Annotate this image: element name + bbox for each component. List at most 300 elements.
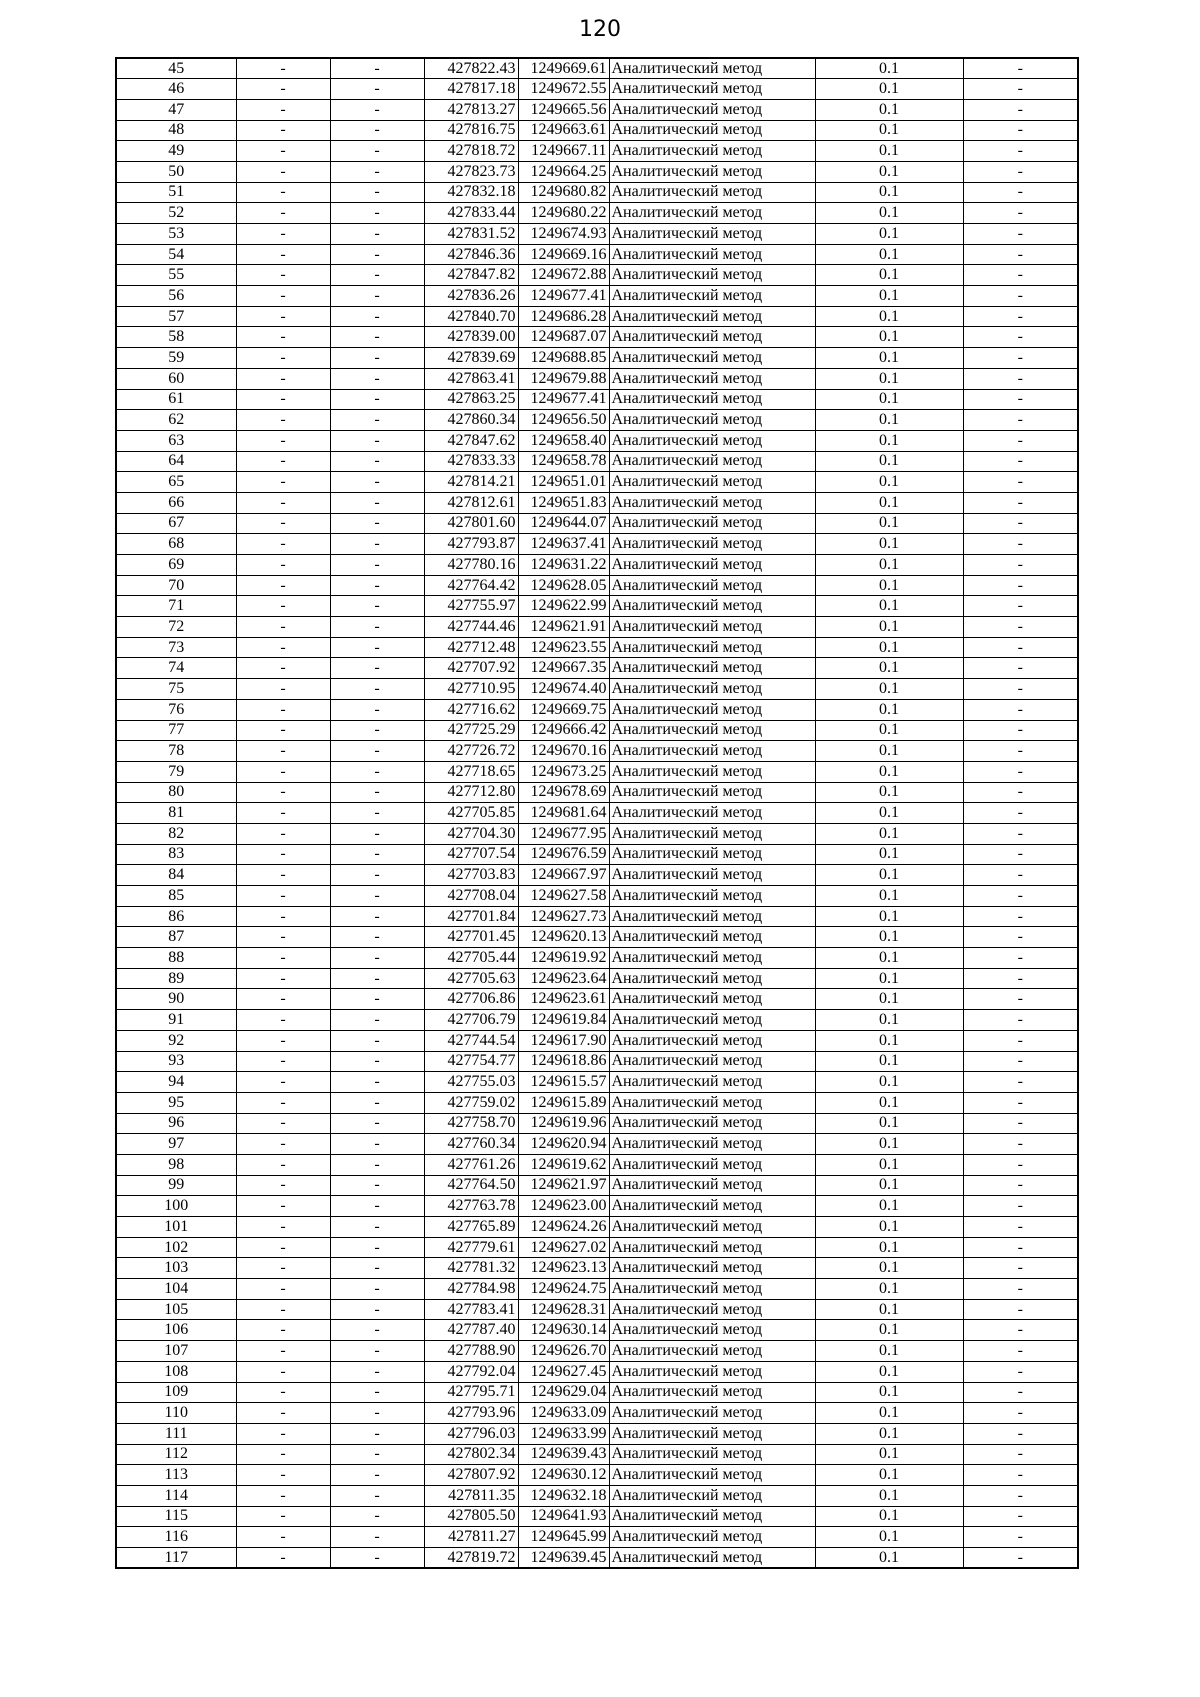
table-row <box>116 1506 1078 1527</box>
empty-dash-cell: - <box>330 120 424 141</box>
table-row <box>116 224 1078 245</box>
method-cell: Аналитический метод <box>609 761 815 782</box>
empty-dash-cell: - <box>236 534 330 555</box>
table-row <box>116 120 1078 141</box>
y-coordinate-cell: 1249623.13 <box>518 1258 609 1279</box>
method-cell: Аналитический метод <box>609 1444 815 1465</box>
accuracy-cell: 0.1 <box>815 492 963 513</box>
table-row <box>116 410 1078 431</box>
empty-dash-cell: - <box>330 1299 424 1320</box>
y-coordinate-cell: 1249630.12 <box>518 1465 609 1486</box>
empty-dash-cell: - <box>236 513 330 534</box>
empty-dash-cell: - <box>330 906 424 927</box>
table-row <box>116 865 1078 886</box>
empty-dash-cell: - <box>963 1506 1078 1527</box>
table-row <box>116 679 1078 700</box>
table-row <box>116 617 1078 638</box>
point-number-cell: 98 <box>116 1154 236 1175</box>
empty-dash-cell: - <box>330 1030 424 1051</box>
method-cell: Аналитический метод <box>609 782 815 803</box>
empty-dash-cell: - <box>963 699 1078 720</box>
empty-dash-cell: - <box>330 1465 424 1486</box>
method-cell: Аналитический метод <box>609 513 815 534</box>
accuracy-cell: 0.1 <box>815 1485 963 1506</box>
y-coordinate-cell: 1249633.99 <box>518 1423 609 1444</box>
table-row <box>116 1217 1078 1238</box>
empty-dash-cell: - <box>963 1258 1078 1279</box>
accuracy-cell: 0.1 <box>815 327 963 348</box>
method-cell: Аналитический метод <box>609 1217 815 1238</box>
y-coordinate-cell: 1249669.75 <box>518 699 609 720</box>
y-coordinate-cell: 1249620.94 <box>518 1134 609 1155</box>
accuracy-cell: 0.1 <box>815 720 963 741</box>
y-coordinate-cell: 1249674.93 <box>518 224 609 245</box>
empty-dash-cell: - <box>963 617 1078 638</box>
point-number-cell: 76 <box>116 699 236 720</box>
method-cell: Аналитический метод <box>609 886 815 907</box>
empty-dash-cell: - <box>330 1072 424 1093</box>
empty-dash-cell: - <box>330 99 424 120</box>
method-cell: Аналитический метод <box>609 389 815 410</box>
y-coordinate-cell: 1249619.92 <box>518 948 609 969</box>
x-coordinate-cell: 427760.34 <box>424 1134 518 1155</box>
y-coordinate-cell: 1249633.09 <box>518 1403 609 1424</box>
point-number-cell: 101 <box>116 1217 236 1238</box>
x-coordinate-cell: 427703.83 <box>424 865 518 886</box>
x-coordinate-cell: 427712.48 <box>424 637 518 658</box>
point-number-cell: 105 <box>116 1299 236 1320</box>
empty-dash-cell: - <box>236 865 330 886</box>
y-coordinate-cell: 1249677.95 <box>518 823 609 844</box>
table-row <box>116 1196 1078 1217</box>
x-coordinate-cell: 427725.29 <box>424 720 518 741</box>
empty-dash-cell: - <box>963 1465 1078 1486</box>
point-number-cell: 99 <box>116 1175 236 1196</box>
point-number-cell: 96 <box>116 1113 236 1134</box>
method-cell: Аналитический метод <box>609 679 815 700</box>
table-row <box>116 637 1078 658</box>
empty-dash-cell: - <box>963 224 1078 245</box>
empty-dash-cell: - <box>236 1382 330 1403</box>
point-number-cell: 83 <box>116 844 236 865</box>
method-cell: Аналитический метод <box>609 182 815 203</box>
empty-dash-cell: - <box>236 58 330 79</box>
point-number-cell: 51 <box>116 182 236 203</box>
table-row <box>116 1527 1078 1548</box>
empty-dash-cell: - <box>330 886 424 907</box>
x-coordinate-cell: 427755.03 <box>424 1072 518 1093</box>
method-cell: Аналитический метод <box>609 1548 815 1569</box>
point-number-cell: 108 <box>116 1361 236 1382</box>
empty-dash-cell: - <box>963 637 1078 658</box>
x-coordinate-cell: 427831.52 <box>424 224 518 245</box>
table-row <box>116 596 1078 617</box>
x-coordinate-cell: 427796.03 <box>424 1423 518 1444</box>
y-coordinate-cell: 1249666.42 <box>518 720 609 741</box>
y-coordinate-cell: 1249680.82 <box>518 182 609 203</box>
empty-dash-cell: - <box>330 58 424 79</box>
point-number-cell: 50 <box>116 161 236 182</box>
accuracy-cell: 0.1 <box>815 99 963 120</box>
point-number-cell: 110 <box>116 1403 236 1424</box>
empty-dash-cell: - <box>330 989 424 1010</box>
empty-dash-cell: - <box>330 1237 424 1258</box>
method-cell: Аналитический метод <box>609 844 815 865</box>
table-row <box>116 906 1078 927</box>
empty-dash-cell: - <box>330 286 424 307</box>
empty-dash-cell: - <box>963 761 1078 782</box>
empty-dash-cell: - <box>236 327 330 348</box>
table-row <box>116 58 1078 79</box>
y-coordinate-cell: 1249622.99 <box>518 596 609 617</box>
empty-dash-cell: - <box>330 1423 424 1444</box>
accuracy-cell: 0.1 <box>815 224 963 245</box>
point-number-cell: 114 <box>116 1485 236 1506</box>
empty-dash-cell: - <box>330 161 424 182</box>
empty-dash-cell: - <box>236 1175 330 1196</box>
accuracy-cell: 0.1 <box>815 679 963 700</box>
point-number-cell: 103 <box>116 1258 236 1279</box>
table-row <box>116 927 1078 948</box>
empty-dash-cell: - <box>330 1134 424 1155</box>
x-coordinate-cell: 427705.63 <box>424 968 518 989</box>
table-row <box>116 555 1078 576</box>
accuracy-cell: 0.1 <box>815 534 963 555</box>
point-number-cell: 45 <box>116 58 236 79</box>
empty-dash-cell: - <box>236 1092 330 1113</box>
empty-dash-cell: - <box>330 1196 424 1217</box>
table-row <box>116 389 1078 410</box>
empty-dash-cell: - <box>963 1485 1078 1506</box>
point-number-cell: 104 <box>116 1279 236 1300</box>
accuracy-cell: 0.1 <box>815 968 963 989</box>
empty-dash-cell: - <box>236 368 330 389</box>
empty-dash-cell: - <box>330 472 424 493</box>
y-coordinate-cell: 1249615.89 <box>518 1092 609 1113</box>
empty-dash-cell: - <box>236 1299 330 1320</box>
table-row <box>116 761 1078 782</box>
y-coordinate-cell: 1249637.41 <box>518 534 609 555</box>
point-number-cell: 116 <box>116 1527 236 1548</box>
empty-dash-cell: - <box>330 761 424 782</box>
table-row <box>116 1258 1078 1279</box>
empty-dash-cell: - <box>330 1279 424 1300</box>
empty-dash-cell: - <box>330 1010 424 1031</box>
accuracy-cell: 0.1 <box>815 886 963 907</box>
empty-dash-cell: - <box>330 327 424 348</box>
empty-dash-cell: - <box>236 79 330 100</box>
empty-dash-cell: - <box>236 741 330 762</box>
empty-dash-cell: - <box>963 203 1078 224</box>
x-coordinate-cell: 427783.41 <box>424 1299 518 1320</box>
x-coordinate-cell: 427704.30 <box>424 823 518 844</box>
table-row <box>116 948 1078 969</box>
method-cell: Аналитический метод <box>609 1258 815 1279</box>
accuracy-cell: 0.1 <box>815 555 963 576</box>
method-cell: Аналитический метод <box>609 410 815 431</box>
point-number-cell: 62 <box>116 410 236 431</box>
y-coordinate-cell: 1249628.05 <box>518 575 609 596</box>
x-coordinate-cell: 427705.85 <box>424 803 518 824</box>
empty-dash-cell: - <box>330 699 424 720</box>
empty-dash-cell: - <box>236 1361 330 1382</box>
x-coordinate-cell: 427706.86 <box>424 989 518 1010</box>
x-coordinate-cell: 427795.71 <box>424 1382 518 1403</box>
method-cell: Аналитический метод <box>609 927 815 948</box>
point-number-cell: 77 <box>116 720 236 741</box>
accuracy-cell: 0.1 <box>815 244 963 265</box>
x-coordinate-cell: 427744.46 <box>424 617 518 638</box>
y-coordinate-cell: 1249667.35 <box>518 658 609 679</box>
table-row <box>116 265 1078 286</box>
point-number-cell: 72 <box>116 617 236 638</box>
y-coordinate-cell: 1249619.96 <box>518 1113 609 1134</box>
point-number-cell: 87 <box>116 927 236 948</box>
point-number-cell: 71 <box>116 596 236 617</box>
x-coordinate-cell: 427744.54 <box>424 1030 518 1051</box>
table-row <box>116 1341 1078 1362</box>
method-cell: Аналитический метод <box>609 161 815 182</box>
table-row <box>116 327 1078 348</box>
method-cell: Аналитический метод <box>609 948 815 969</box>
point-number-cell: 67 <box>116 513 236 534</box>
empty-dash-cell: - <box>963 120 1078 141</box>
method-cell: Аналитический метод <box>609 803 815 824</box>
empty-dash-cell: - <box>963 1382 1078 1403</box>
y-coordinate-cell: 1249680.22 <box>518 203 609 224</box>
accuracy-cell: 0.1 <box>815 989 963 1010</box>
x-coordinate-cell: 427793.96 <box>424 1403 518 1424</box>
method-cell: Аналитический метод <box>609 1051 815 1072</box>
accuracy-cell: 0.1 <box>815 1320 963 1341</box>
method-cell: Аналитический метод <box>609 1341 815 1362</box>
empty-dash-cell: - <box>330 513 424 534</box>
coordinates-table <box>115 57 1079 1569</box>
method-cell: Аналитический метод <box>609 141 815 162</box>
y-coordinate-cell: 1249619.84 <box>518 1010 609 1031</box>
empty-dash-cell: - <box>963 1051 1078 1072</box>
x-coordinate-cell: 427832.18 <box>424 182 518 203</box>
method-cell: Аналитический метод <box>609 637 815 658</box>
empty-dash-cell: - <box>330 1382 424 1403</box>
y-coordinate-cell: 1249621.91 <box>518 617 609 638</box>
method-cell: Аналитический метод <box>609 596 815 617</box>
y-coordinate-cell: 1249665.56 <box>518 99 609 120</box>
y-coordinate-cell: 1249618.86 <box>518 1051 609 1072</box>
empty-dash-cell: - <box>963 1217 1078 1238</box>
accuracy-cell: 0.1 <box>815 1051 963 1072</box>
point-number-cell: 91 <box>116 1010 236 1031</box>
empty-dash-cell: - <box>330 1548 424 1569</box>
table-row <box>116 1279 1078 1300</box>
empty-dash-cell: - <box>236 1217 330 1238</box>
accuracy-cell: 0.1 <box>815 472 963 493</box>
point-number-cell: 59 <box>116 348 236 369</box>
empty-dash-cell: - <box>236 699 330 720</box>
accuracy-cell: 0.1 <box>815 1548 963 1569</box>
empty-dash-cell: - <box>236 1113 330 1134</box>
empty-dash-cell: - <box>963 968 1078 989</box>
accuracy-cell: 0.1 <box>815 265 963 286</box>
point-number-cell: 111 <box>116 1423 236 1444</box>
empty-dash-cell: - <box>330 823 424 844</box>
y-coordinate-cell: 1249672.88 <box>518 265 609 286</box>
empty-dash-cell: - <box>963 1361 1078 1382</box>
empty-dash-cell: - <box>330 617 424 638</box>
method-cell: Аналитический метод <box>609 472 815 493</box>
empty-dash-cell: - <box>963 265 1078 286</box>
table-row <box>116 244 1078 265</box>
empty-dash-cell: - <box>330 1527 424 1548</box>
point-number-cell: 88 <box>116 948 236 969</box>
empty-dash-cell: - <box>236 1465 330 1486</box>
accuracy-cell: 0.1 <box>815 79 963 100</box>
accuracy-cell: 0.1 <box>815 699 963 720</box>
empty-dash-cell: - <box>963 1072 1078 1093</box>
empty-dash-cell: - <box>963 679 1078 700</box>
x-coordinate-cell: 427759.02 <box>424 1092 518 1113</box>
empty-dash-cell: - <box>330 1051 424 1072</box>
empty-dash-cell: - <box>236 1341 330 1362</box>
method-cell: Аналитический метод <box>609 1423 815 1444</box>
y-coordinate-cell: 1249667.97 <box>518 865 609 886</box>
accuracy-cell: 0.1 <box>815 1113 963 1134</box>
y-coordinate-cell: 1249678.69 <box>518 782 609 803</box>
x-coordinate-cell: 427788.90 <box>424 1341 518 1362</box>
empty-dash-cell: - <box>236 575 330 596</box>
empty-dash-cell: - <box>330 948 424 969</box>
empty-dash-cell: - <box>236 161 330 182</box>
method-cell: Аналитический метод <box>609 1361 815 1382</box>
y-coordinate-cell: 1249617.90 <box>518 1030 609 1051</box>
empty-dash-cell: - <box>236 968 330 989</box>
y-coordinate-cell: 1249687.07 <box>518 327 609 348</box>
empty-dash-cell: - <box>963 989 1078 1010</box>
empty-dash-cell: - <box>330 389 424 410</box>
accuracy-cell: 0.1 <box>815 782 963 803</box>
accuracy-cell: 0.1 <box>815 1092 963 1113</box>
empty-dash-cell: - <box>236 596 330 617</box>
method-cell: Аналитический метод <box>609 1403 815 1424</box>
empty-dash-cell: - <box>330 1217 424 1238</box>
y-coordinate-cell: 1249641.93 <box>518 1506 609 1527</box>
x-coordinate-cell: 427801.60 <box>424 513 518 534</box>
empty-dash-cell: - <box>236 389 330 410</box>
table-row <box>116 1092 1078 1113</box>
method-cell: Аналитический метод <box>609 555 815 576</box>
y-coordinate-cell: 1249679.88 <box>518 368 609 389</box>
empty-dash-cell: - <box>330 637 424 658</box>
point-number-cell: 74 <box>116 658 236 679</box>
accuracy-cell: 0.1 <box>815 120 963 141</box>
table-row <box>116 1072 1078 1093</box>
empty-dash-cell: - <box>963 658 1078 679</box>
x-coordinate-cell: 427710.95 <box>424 679 518 700</box>
x-coordinate-cell: 427823.73 <box>424 161 518 182</box>
empty-dash-cell: - <box>330 782 424 803</box>
empty-dash-cell: - <box>236 492 330 513</box>
empty-dash-cell: - <box>330 927 424 948</box>
table-row <box>116 141 1078 162</box>
method-cell: Аналитический метод <box>609 699 815 720</box>
y-coordinate-cell: 1249627.45 <box>518 1361 609 1382</box>
method-cell: Аналитический метод <box>609 430 815 451</box>
point-number-cell: 47 <box>116 99 236 120</box>
point-number-cell: 84 <box>116 865 236 886</box>
x-coordinate-cell: 427822.43 <box>424 58 518 79</box>
empty-dash-cell: - <box>963 182 1078 203</box>
x-coordinate-cell: 427708.04 <box>424 886 518 907</box>
method-cell: Аналитический метод <box>609 58 815 79</box>
accuracy-cell: 0.1 <box>815 1423 963 1444</box>
point-number-cell: 69 <box>116 555 236 576</box>
method-cell: Аналитический метод <box>609 327 815 348</box>
table-row <box>116 1113 1078 1134</box>
y-coordinate-cell: 1249624.26 <box>518 1217 609 1238</box>
accuracy-cell: 0.1 <box>815 58 963 79</box>
empty-dash-cell: - <box>330 1154 424 1175</box>
empty-dash-cell: - <box>236 1196 330 1217</box>
empty-dash-cell: - <box>963 286 1078 307</box>
method-cell: Аналитический метод <box>609 658 815 679</box>
empty-dash-cell: - <box>236 844 330 865</box>
empty-dash-cell: - <box>963 1092 1078 1113</box>
point-number-cell: 94 <box>116 1072 236 1093</box>
y-coordinate-cell: 1249627.73 <box>518 906 609 927</box>
accuracy-cell: 0.1 <box>815 741 963 762</box>
empty-dash-cell: - <box>963 141 1078 162</box>
empty-dash-cell: - <box>330 348 424 369</box>
empty-dash-cell: - <box>963 1154 1078 1175</box>
empty-dash-cell: - <box>963 430 1078 451</box>
accuracy-cell: 0.1 <box>815 596 963 617</box>
point-number-cell: 86 <box>116 906 236 927</box>
method-cell: Аналитический метод <box>609 1485 815 1506</box>
empty-dash-cell: - <box>236 182 330 203</box>
y-coordinate-cell: 1249672.55 <box>518 79 609 100</box>
empty-dash-cell: - <box>330 803 424 824</box>
table-row <box>116 658 1078 679</box>
y-coordinate-cell: 1249669.61 <box>518 58 609 79</box>
accuracy-cell: 0.1 <box>815 1237 963 1258</box>
x-coordinate-cell: 427716.62 <box>424 699 518 720</box>
method-cell: Аналитический метод <box>609 720 815 741</box>
empty-dash-cell: - <box>963 1320 1078 1341</box>
accuracy-cell: 0.1 <box>815 410 963 431</box>
table-row <box>116 534 1078 555</box>
empty-dash-cell: - <box>330 1444 424 1465</box>
point-number-cell: 75 <box>116 679 236 700</box>
point-number-cell: 64 <box>116 451 236 472</box>
y-coordinate-cell: 1249627.58 <box>518 886 609 907</box>
empty-dash-cell: - <box>963 823 1078 844</box>
table-row <box>116 1548 1078 1569</box>
point-number-cell: 92 <box>116 1030 236 1051</box>
y-coordinate-cell: 1249670.16 <box>518 741 609 762</box>
empty-dash-cell: - <box>236 637 330 658</box>
method-cell: Аналитический метод <box>609 120 815 141</box>
y-coordinate-cell: 1249677.41 <box>518 286 609 307</box>
accuracy-cell: 0.1 <box>815 368 963 389</box>
empty-dash-cell: - <box>963 575 1078 596</box>
y-coordinate-cell: 1249624.75 <box>518 1279 609 1300</box>
table-row <box>116 803 1078 824</box>
empty-dash-cell: - <box>963 1113 1078 1134</box>
table-row <box>116 348 1078 369</box>
x-coordinate-cell: 427863.25 <box>424 389 518 410</box>
empty-dash-cell: - <box>236 224 330 245</box>
empty-dash-cell: - <box>963 1548 1078 1569</box>
